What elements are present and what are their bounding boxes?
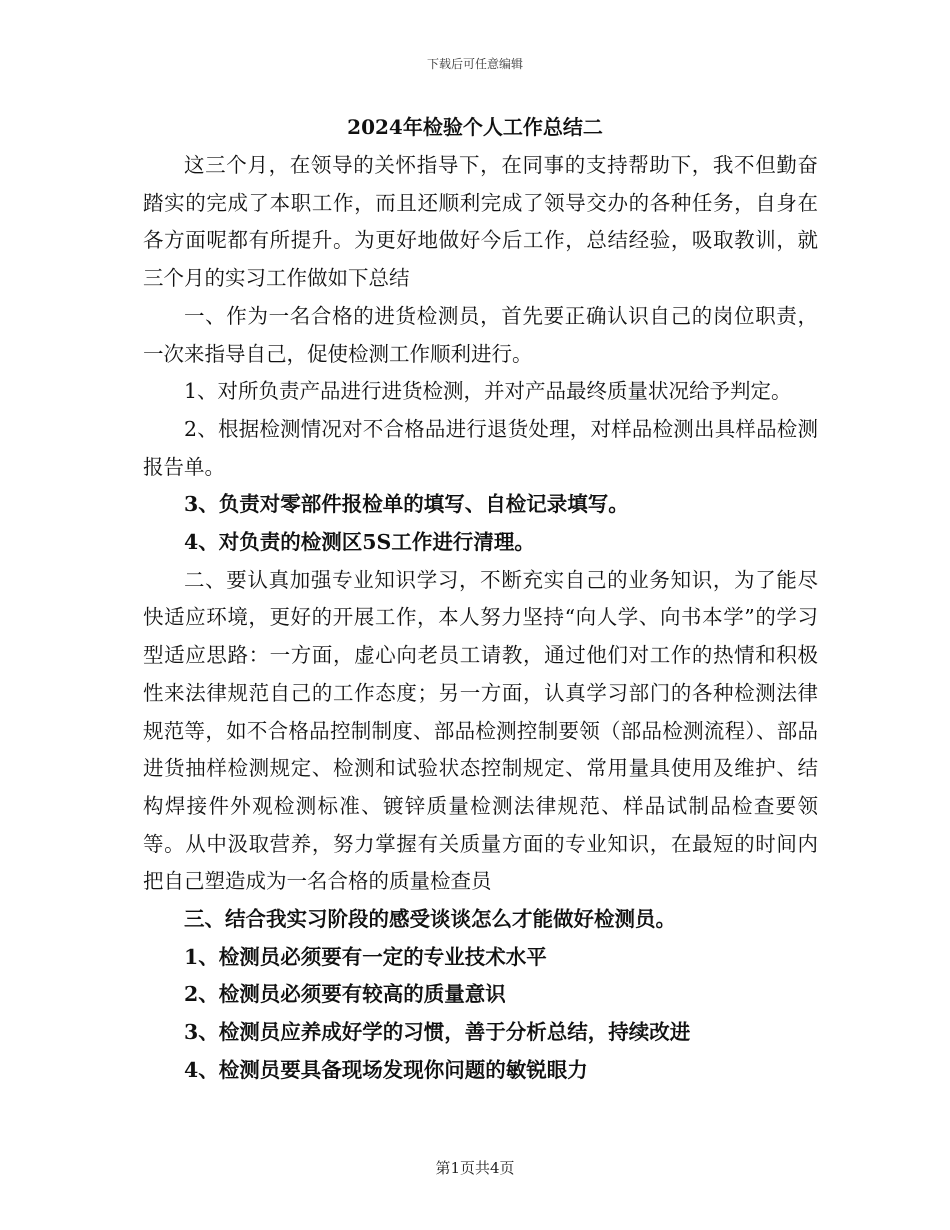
intro-paragraph: 这三个月，在领导的关怀指导下，在同事的支持帮助下，我不但勤奋踏实的完成了本职工作，而且还顺利完成了领导交办的各种任务，自身在各方面呢都有所提升。为更好地做好今后工作，总结经验，吸取教训，就三个月的实习工作做如下总结 — [143, 153, 818, 291]
document-body — [143, 147, 818, 1090]
document-title: 2024年检验个人工作总结二 — [347, 115, 603, 139]
inspector-item-1: 1、检测员必须要有一定的专业技术水平 — [184, 944, 547, 969]
inspector-item-2: 2、检测员必须要有较高的质量意识 — [184, 982, 506, 1007]
duty-item-4: 4、对负责的检测区5S工作进行清理。 — [184, 530, 535, 555]
section-one-heading: 一、作为一名合格的进货检测员，首先要正确认识自己的岗位职责，一次来指导自己，促使检测工作顺利进行。 — [143, 303, 818, 366]
duty-item-2: 2、根据检测情况对不合格品进行退货处理，对样品检测出具样品检测报告单。 — [143, 416, 818, 479]
section-three-heading: 三、结合我实习阶段的感受谈谈怎么才能做好检测员。 — [184, 907, 676, 932]
section-two-paragraph: 二、要认真加强专业知识学习，不断充实自己的业务知识，为了能尽快适应环境，更好的开展工作，本人努力坚持“向人学、向书本学”的学习型适应思路：一方面，虚心向老员工请教，通过他们对工作的热情和积极性来法律规范自己的工作态度；另一方面，认真学习部门的各种检测法律规范等，如不合格品控制制度、部品检测控制要领（部品检测流程）、部品进货抽样检测规定、检测和试验状态控制规定、常用量具使用及维护、结构焊接件外观检测标准、镀锌质量检测法律规范、样品试制品检查要领等。从中汲取营养，努力掌握有关质量方面的专业知识，在最短的时间内把自己塑造成为一名合格的质量检查员 — [143, 567, 818, 894]
page-header-note: 下载后可任意编辑 — [426, 57, 523, 71]
duty-item-1: 1、对所负责产品进行进货检测，并对产品最终质量状况给予判定。 — [184, 379, 792, 404]
page-number-footer: 第1页共4页 — [435, 1159, 515, 1177]
inspector-item-3: 3、检测员应养成好学的习惯，善于分析总结，持续改进 — [184, 1020, 691, 1045]
duty-item-3: 3、负责对零部件报检单的填写、自检记录填写。 — [184, 492, 629, 517]
inspector-item-4: 4、检测员要具备现场发现你问题的敏锐眼力 — [184, 1057, 588, 1082]
